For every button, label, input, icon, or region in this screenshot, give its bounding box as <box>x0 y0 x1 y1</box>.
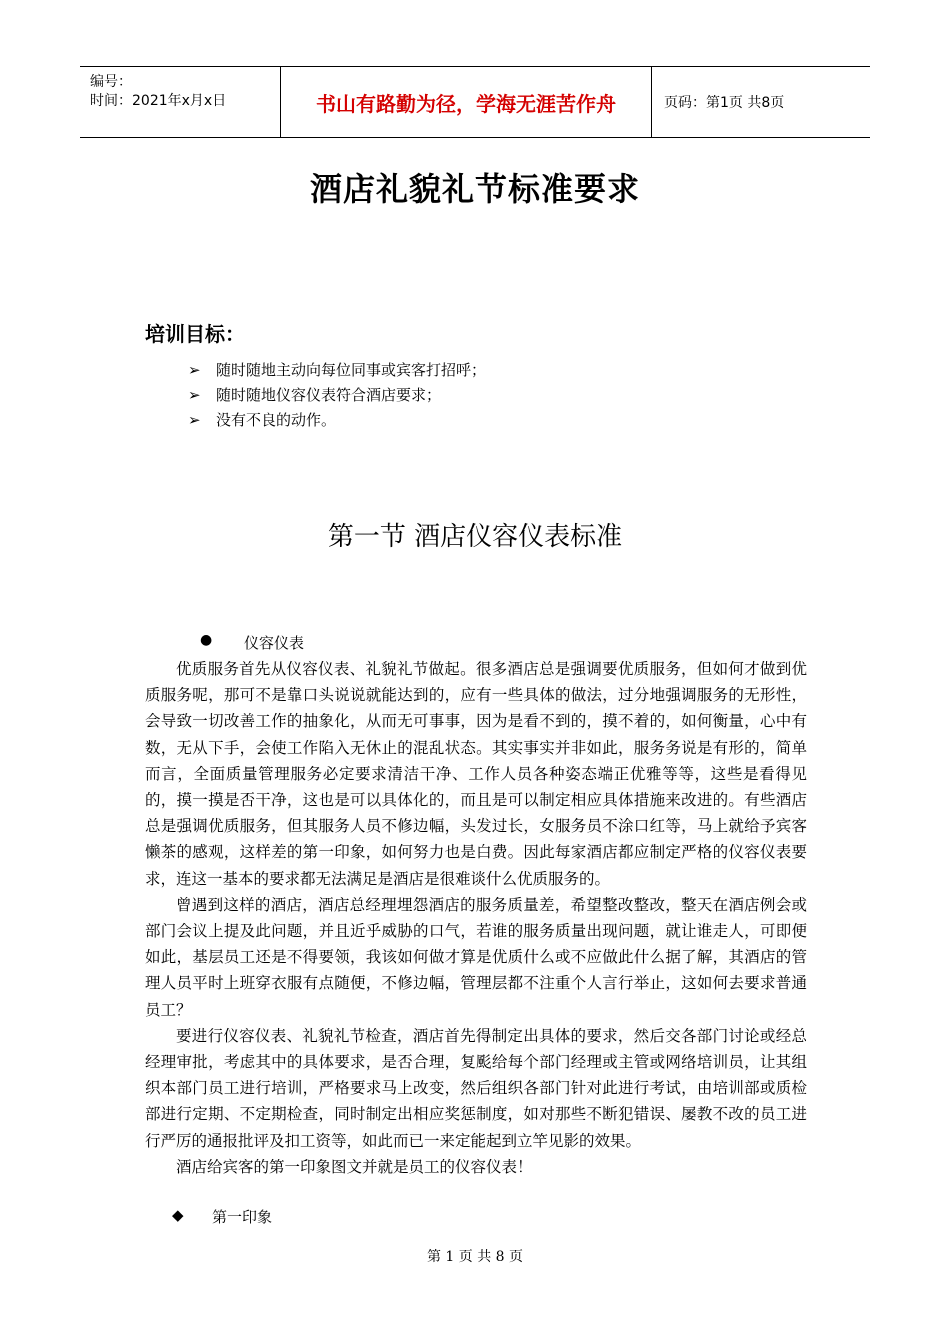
paragraph: 酒店给宾客的第一印象图文并就是员工的仪容仪表！ <box>176 1157 533 1176</box>
document-title: 酒店礼貌礼节标准要求 <box>309 170 640 208</box>
goals-list <box>188 358 486 433</box>
paragraph: 要进行仪容仪表、礼貌礼节检查，酒店首先得制定出具体的要求，然后交各部门讨论或经总经理审批，考虑其中的具体要求，是否合理，复颩给每个部门经理或主管或网络培训员，让其组织本部门员工进行培训，严格要求马上改变，然后组织各部门针对此进行考试，由培训部或质检部进行定期、不定期检查，同时制定出相应奖惩制度，如对那些不断犯错误、屡教不改的员工进行严厉的通报批评及扣工资等，如此而已一来定能起到立竿见影的效果。 <box>145 1026 807 1150</box>
list-item <box>188 408 486 433</box>
bullet-heading-text: 仪容仪表 <box>244 634 305 652</box>
header-number-label: 编号： <box>90 74 132 90</box>
header-table <box>80 66 870 138</box>
list-item <box>188 383 486 408</box>
bullet-heading <box>200 632 304 653</box>
header-page-info: 页码：第1页 共8页 <box>664 95 785 111</box>
goal-text: 随时随地主动向每位同事或宾客打招呼； <box>216 361 487 379</box>
goal-text: 没有不良的动作。 <box>216 411 337 429</box>
list-item <box>188 358 486 383</box>
sub-heading <box>172 1206 272 1227</box>
sub-heading-text: 第一印象 <box>212 1208 273 1226</box>
goals-heading: 培训目标： <box>145 322 245 346</box>
arrow-bullet-icon: ➢ <box>188 361 201 379</box>
header-motto: 书山有路勤为径，学海无涯苦作舟 <box>280 67 652 137</box>
header-time-label: 时间：2021年x月x日 <box>90 93 227 109</box>
section-title: 第一节 酒店仪容仪表标准 <box>327 522 623 552</box>
arrow-bullet-icon: ➢ <box>188 386 201 404</box>
page-footer: 第 1 页 共 8 页 <box>426 1249 524 1265</box>
header-meta <box>80 67 280 137</box>
dot-bullet-icon: ● <box>200 632 213 648</box>
paragraph: 曾遇到这样的酒店，酒店总经理埋怨酒店的服务质量差，希望整改整改，整天在酒店例会或部门会议上提及此问题，并且近乎威胁的口气，若谁的服务质量出现问题，就让谁走人，可即便如此，基层员工还是不得要领，我该如何做才算是优质什么或不应做此什么据了解，其酒店的管理人员平时上班穿衣服有点随便，不修边幅，管理层都不注重个人言行举止，这如何去要求普通员工？ <box>145 895 807 1019</box>
arrow-bullet-icon: ➢ <box>188 411 201 429</box>
diamond-bullet-icon: ◆ <box>172 1206 184 1224</box>
goal-text: 随时随地仪容仪表符合酒店要求； <box>216 386 442 404</box>
paragraph: 优质服务首先从仪容仪表、礼貌礼节做起。很多酒店总是强调要优质服务，但如何才做到优质服务呢，那可不是靠口头说说就能达到的，应有一些具体的做法，过分地强调服务的无形性，会导致一切改善工作的抽象化，从而无可事事，因为是看不到的，摸不着的，如何衡量，心中有数，无从下手，会使工作陷入无休止的混乱状态。其实事实并非如此，服务务说是有形的，简单而言，全面质量管理服务必定要求清洁干净、工作人员各种姿态端正优雅等等，这些是看得见的，摸一摸是否干净，这也是可以具体化的，而且是可以制定相应具体措施来改进的。有些酒店总是强调优质服务，但其服务人员不修边幅，头发过长，女服务员不涂口红等，马上就给予宾客懒茶的感观，这样差的第一印象，如何努力也是白费。因此每家酒店都应制定严格的仪容仪表要求，连这一基本的要求都无法满足是酒店是很难谈什么优质服务的。 <box>145 660 807 888</box>
body-text <box>145 656 807 1180</box>
